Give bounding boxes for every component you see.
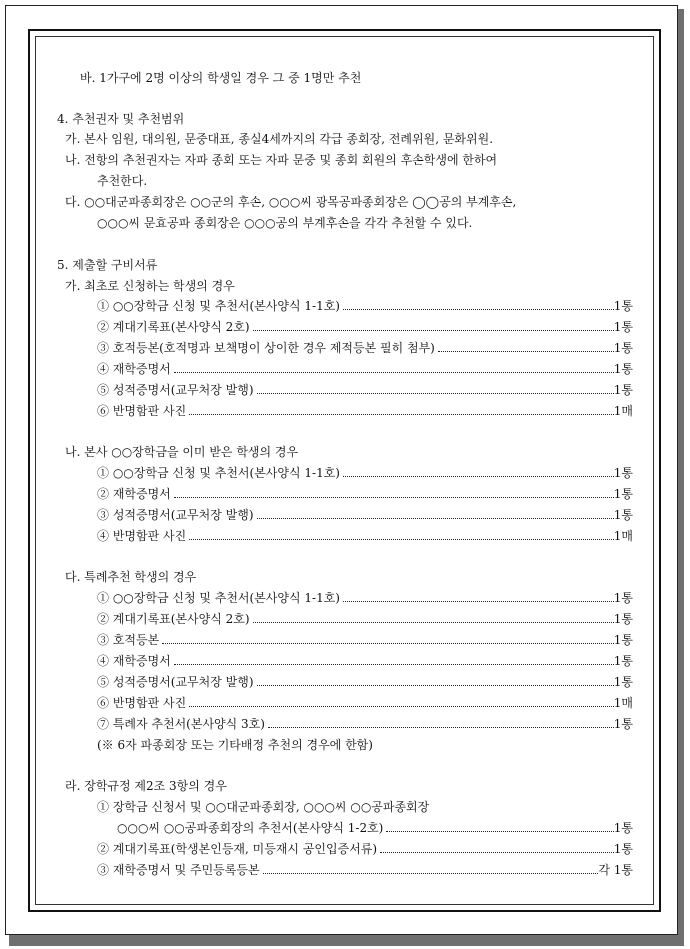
list-item <box>97 298 633 314</box>
leader-dots <box>343 476 614 477</box>
item-count: 1통 <box>613 341 633 355</box>
leader-dots <box>189 414 614 415</box>
leader-dots <box>343 309 614 310</box>
list-item <box>97 841 633 857</box>
section5-heading: 5. 제출할 구비서류 <box>57 258 158 272</box>
item-count: 1통 <box>613 612 633 626</box>
item-count: 1통 <box>613 362 633 376</box>
leader-dots <box>189 706 614 707</box>
item-label: ⑦ 특례자 추천서(본사양식 3호) <box>97 717 265 731</box>
item-label: ③ 성적증명서(교무처장 발행) <box>97 508 254 522</box>
list-item <box>97 590 633 606</box>
item-count: 1통 <box>613 487 633 501</box>
section4-heading: 4. 추천권자 및 추천범위 <box>57 112 185 126</box>
list-item <box>97 632 633 648</box>
list-item <box>97 528 633 544</box>
section4-na-line1: 나. 전항의 추천권자는 자파 종회 또는 자파 문중 및 종회 회원의 후손학생에 한하여 <box>65 153 498 167</box>
section4-da-line2: ○○○씨 문효공파 종회장은 ○○○공의 부계후손을 각각 추천할 수 있다. <box>97 216 473 230</box>
section5-da-title: 다. 특례추천 학생의 경우 <box>65 570 197 584</box>
leader-dots <box>380 852 614 853</box>
item-label: ③ 호적등본(호적명과 보책명이 상이한 경우 제적등본 필히 첨부) <box>97 341 435 355</box>
leader-dots <box>268 727 614 728</box>
item-count: 1통 <box>613 466 633 480</box>
leader-dots <box>386 831 613 832</box>
item-count: 1통 <box>613 675 633 689</box>
item-label: ③ 재학증명서 및 주민등록등본 <box>97 863 260 877</box>
leader-dots <box>263 873 599 874</box>
section4-da-line1: 다. ○○대군파종회장은 ○○군의 후손, ○○○씨 광목공파종회장은 ◯◯공의 부계후손, <box>65 195 517 209</box>
item-count: 1통 <box>613 654 633 668</box>
item-label: ① ○○장학금 신청 및 추천서(본사양식 1-1호) <box>97 299 340 313</box>
item-label: ② 재학증명서 <box>97 487 171 501</box>
item-label: ③ 호적등본 <box>97 633 160 647</box>
leader-dots <box>174 497 614 498</box>
list-item <box>97 653 633 669</box>
section5-ra-title: 라. 장학규정 제2조 3항의 경우 <box>65 779 227 793</box>
list-item <box>117 820 633 836</box>
list-item <box>97 862 633 878</box>
item-label: ② 계대기록표(본사양식 2호) <box>97 320 250 334</box>
leader-dots <box>189 539 614 540</box>
item-count: 1매 <box>613 696 633 710</box>
section4-na-line2: 추천한다. <box>97 174 148 188</box>
item-count: 1통 <box>613 383 633 397</box>
item-label: ④ 재학증명서 <box>97 654 171 668</box>
leader-dots <box>257 685 614 686</box>
item-count: 1매 <box>613 529 633 543</box>
list-item <box>97 403 633 419</box>
item-label: ① ○○장학금 신청 및 추천서(본사양식 1-1호) <box>97 466 340 480</box>
list-item <box>97 361 633 377</box>
leader-dots <box>257 393 614 394</box>
item-count: 1통 <box>613 299 633 313</box>
item-label: ② 계대기록표(본사양식 2호) <box>97 612 250 626</box>
item-label: ② 계대기록표(학생본인등재, 미등재시 공인입증서류) <box>97 842 378 856</box>
leader-dots <box>174 372 614 373</box>
item-label: ① ○○장학금 신청 및 추천서(본사양식 1-1호) <box>97 591 340 605</box>
item-label: ④ 반명함판 사진 <box>97 529 187 543</box>
section5-da-note: (※ 6자 파종회장 또는 기타배정 추천의 경우에 한함) <box>97 738 373 752</box>
list-item <box>97 319 633 335</box>
leader-dots <box>343 601 614 602</box>
leader-dots <box>257 518 614 519</box>
item-count: 각 1통 <box>598 863 633 877</box>
item-label: ④ 재학증명서 <box>97 362 171 376</box>
list-item <box>97 486 633 502</box>
item-label: ⑥ 반명함판 사진 <box>97 404 187 418</box>
list-item <box>97 716 633 732</box>
item-label: ⑥ 반명함판 사진 <box>97 696 187 710</box>
item-count: 1통 <box>613 320 633 334</box>
list-item <box>97 507 633 523</box>
item-label: ⑤ 성적증명서(교무처장 발행) <box>97 383 254 397</box>
item-label: ⑤ 성적증명서(교무처장 발행) <box>97 675 254 689</box>
item-count: 1통 <box>613 717 633 731</box>
leader-dots <box>162 643 614 644</box>
list-item <box>97 674 633 690</box>
section5-ra-item1-line1: ① 장학금 신청서 및 ○○대군파종회장, ○○○씨 ○○공파종회장 <box>97 800 430 814</box>
leader-dots <box>253 330 614 331</box>
leader-dots <box>438 351 614 352</box>
item-label: ○○○씨 ○○공파종회장의 추천서(본사양식 1-2호) <box>117 821 384 835</box>
list-item <box>97 465 633 481</box>
section5-na-title: 나. 본사 ○○장학금을 이미 받은 학생의 경우 <box>65 445 299 459</box>
item-count: 1통 <box>613 633 633 647</box>
list-item <box>97 695 633 711</box>
list-item <box>97 340 633 356</box>
item-count: 1통 <box>613 508 633 522</box>
list-item <box>97 611 633 627</box>
item-count: 1통 <box>613 842 633 856</box>
item-count: 1매 <box>613 404 633 418</box>
list-item <box>97 382 633 398</box>
leader-dots <box>253 622 614 623</box>
section5-ga-title: 가. 최초로 신청하는 학생의 경우 <box>65 279 235 293</box>
item-count: 1통 <box>613 591 633 605</box>
leader-dots <box>174 664 614 665</box>
item-count: 1통 <box>613 821 633 835</box>
item-ba: 바. 1가구에 2명 이상의 학생일 경우 그 중 1명만 추천 <box>80 71 362 85</box>
section4-ga: 가. 본사 임원, 대의원, 문중대표, 종실4세까지의 각급 종회장, 전례위원, 문화위원. <box>65 132 494 146</box>
